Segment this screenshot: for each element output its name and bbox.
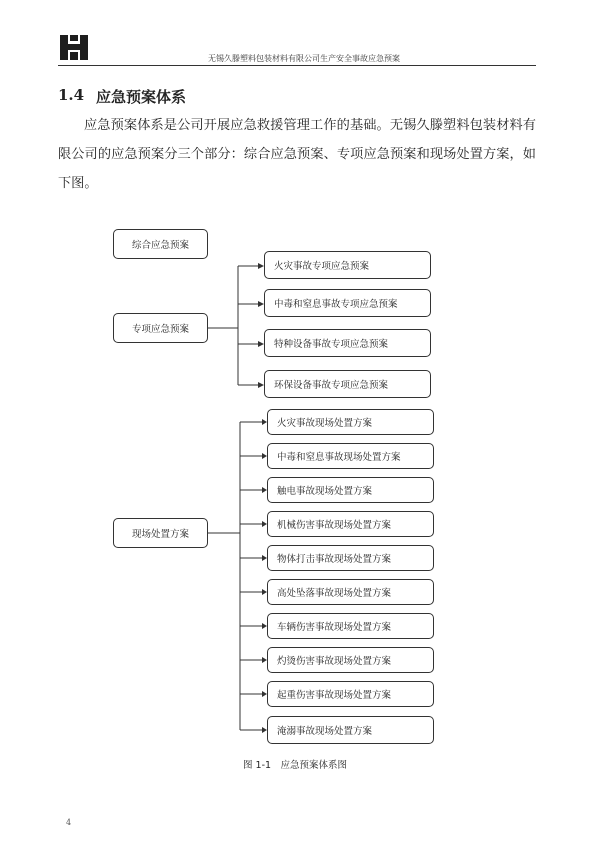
section-title: 应急预案体系 <box>96 88 187 106</box>
onsite-item: 灼烫伤害事故现场处置方案 <box>267 647 434 673</box>
comprehensive-plan-box: 综合应急预案 <box>113 229 208 259</box>
onsite-item: 中毒和窒息事故现场处置方案 <box>267 443 434 469</box>
figure-caption: 图 1-1 应急预案体系图 <box>243 760 348 771</box>
onsite-item: 触电事故现场处置方案 <box>267 477 434 503</box>
special-item: 特种设备事故专项应急预案 <box>264 329 431 357</box>
onsite-item: 火灾事故现场处置方案 <box>267 409 434 435</box>
section-number: 1.4 <box>58 86 85 104</box>
onsite-item: 起重伤害事故现场处置方案 <box>267 681 434 707</box>
header-title: 无锡久滕塑料包装材料有限公司生产安全事故应急预案 <box>208 54 400 63</box>
onsite-item: 淹溺事故现场处置方案 <box>267 716 434 744</box>
onsite-item: 机械伤害事故现场处置方案 <box>267 511 434 537</box>
special-plan-box: 专项应急预案 <box>113 313 208 343</box>
onsite-item: 车辆伤害事故现场处置方案 <box>267 613 434 639</box>
page-number: 4 <box>66 818 72 827</box>
special-item: 中毒和窒息事故专项应急预案 <box>264 289 431 317</box>
onsite-plan-box: 现场处置方案 <box>113 518 208 548</box>
body-paragraph: 应急预案体系是公司开展应急救援管理工作的基础。无锡久滕塑料包装材料有限公司的应急预案分三个部分：综合应急预案、专项应急预案和现场处置方案，如下图。 <box>58 118 536 191</box>
special-item: 火灾事故专项应急预案 <box>264 251 431 279</box>
onsite-item: 高处坠落事故现场处置方案 <box>267 579 434 605</box>
onsite-item: 物体打击事故现场处置方案 <box>267 545 434 571</box>
special-item: 环保设备事故专项应急预案 <box>264 370 431 398</box>
